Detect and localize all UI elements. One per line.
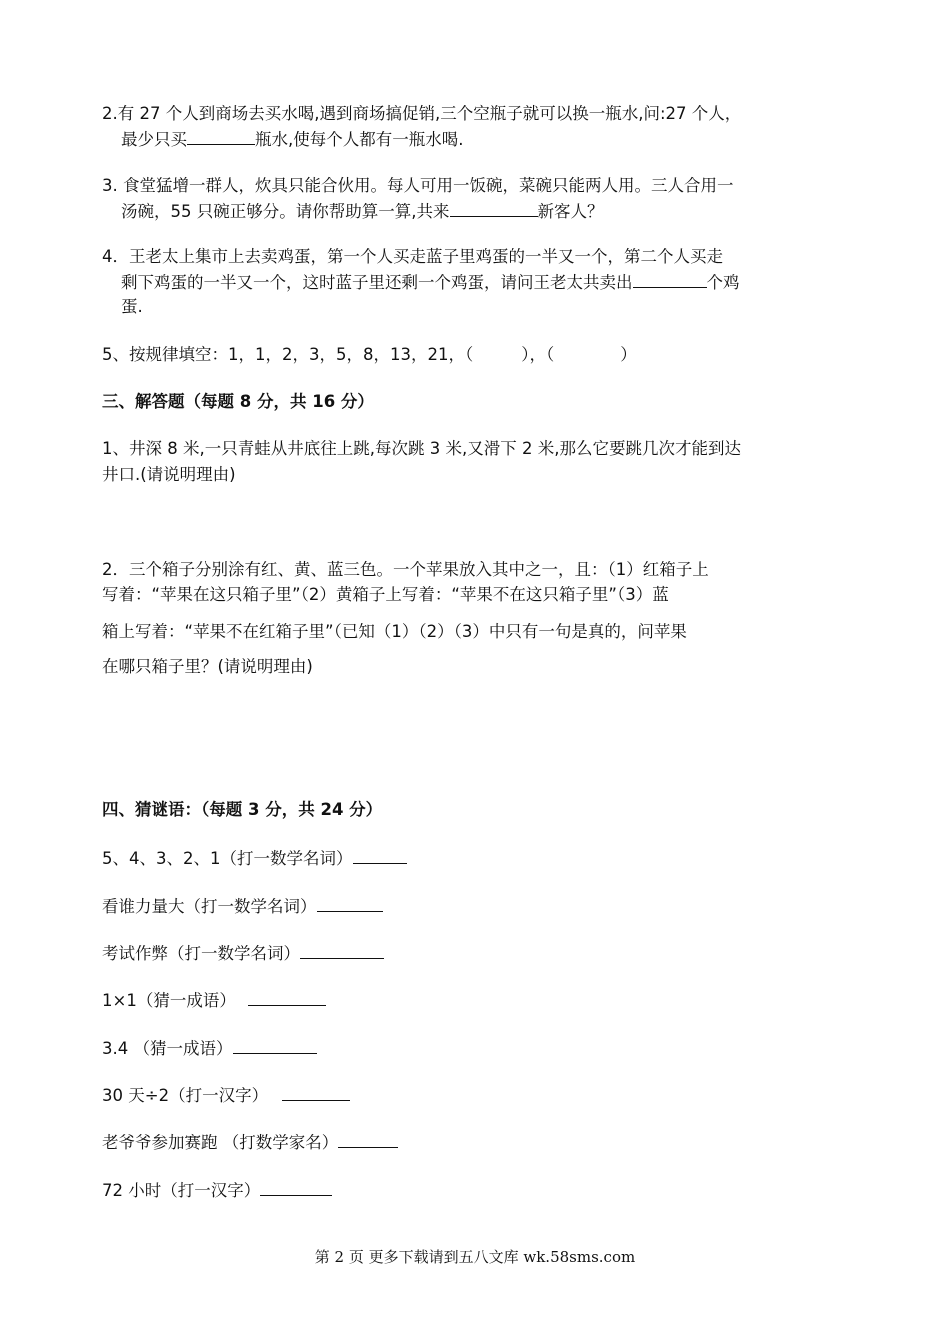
solve-question-1-line-2: 井口.(请说明理由) — [102, 465, 236, 484]
riddle-text: 考试作弊（打一数学名词） — [102, 944, 300, 963]
riddle-item — [102, 1082, 842, 1108]
answer-blank[interactable] — [353, 845, 407, 864]
question-5-mid: ），（ — [521, 345, 555, 364]
riddle-item — [102, 1035, 842, 1061]
question-2-text-a: 最少只买 — [121, 130, 187, 149]
question-3-line-2 — [102, 198, 842, 224]
riddle-text: 72 小时（打一汉字） — [102, 1181, 261, 1200]
question-5 — [102, 343, 842, 367]
answer-blank[interactable] — [260, 1177, 332, 1196]
riddle-text: 30 天÷2（打一汉字） — [102, 1086, 269, 1105]
riddle-item — [102, 987, 842, 1013]
solve-question-2-line-2: 写着：“苹果在这只箱子里”（2）黄箱子上写着：“苹果不在这只箱子里”（3）蓝 — [102, 585, 669, 604]
riddle-item — [102, 845, 842, 871]
answer-blank[interactable] — [187, 126, 255, 145]
question-4-text-b: 个鸡 — [706, 273, 740, 292]
question-3-text-b: 新客人？ — [537, 202, 604, 221]
question-4-line-1: 4．王老太上集市上去卖鸡蛋，第一个人买走蓝子里鸡蛋的一半又一个，第二个人买走 — [102, 247, 723, 266]
riddle-text: 1×1（猜一成语） — [102, 991, 236, 1010]
solve-question-2-line-4: 在哪只箱子里？(请说明理由) — [102, 657, 313, 676]
solve-question-1 — [102, 437, 842, 487]
question-5-end: ） — [620, 345, 637, 364]
riddle-text: 看谁力量大（打一数学名词） — [102, 897, 317, 916]
answer-blank[interactable] — [450, 198, 538, 217]
solve-question-2 — [102, 557, 842, 679]
question-5-line — [102, 343, 842, 367]
solve-question-2-line-1: 2．三个箱子分别涂有红、黄、蓝三色。一个苹果放入其中之一，且：（1）红箱子上 — [102, 560, 709, 579]
question-4 — [102, 245, 842, 319]
answer-blank[interactable] — [282, 1082, 350, 1101]
riddle-item — [102, 1177, 842, 1203]
question-5-text: 5、按规律填空：1，1，2，3，5，8，13，21，（ — [102, 345, 474, 364]
question-2-line-1: 2.有 27 个人到商场去买水喝,遇到商场搞促销,三个空瓶子就可以换一瓶水,问:27 个人， — [102, 104, 742, 123]
section-3-heading: 三、解答题（每题 8 分，共 16 分） — [102, 392, 374, 411]
solve-question-2-line-3: 箱上写着：“苹果不在红箱子里”（已知（1）（2）（3）中只有一句是真的，问苹果 — [102, 622, 687, 641]
riddle-text: 5、4、3、2、1（打一数学名词） — [102, 849, 353, 868]
answer-blank[interactable] — [300, 940, 384, 959]
question-2 — [102, 102, 842, 152]
page-footer: 第 2 页 更多下载请到五八文库 wk.58sms.com — [314, 1248, 636, 1266]
answer-blank[interactable] — [338, 1129, 398, 1148]
question-2-line-2 — [102, 126, 842, 152]
riddle-text: 3.4 （猜一成语） — [102, 1039, 233, 1058]
question-3 — [102, 174, 842, 224]
answer-blank[interactable] — [248, 987, 326, 1006]
question-4-line-2 — [102, 269, 842, 295]
answer-blank[interactable] — [233, 1035, 317, 1054]
section-4-heading: 四、猜谜语：（每题 3 分，共 24 分） — [102, 800, 383, 819]
question-3-text-a: 汤碗，55 只碗正够分。请你帮助算一算,共来 — [121, 202, 450, 221]
question-4-line-3: 蛋. — [121, 297, 143, 316]
riddle-item — [102, 940, 842, 966]
question-3-line-1: 3. 食堂猛增一群人，炊具只能合伙用。每人可用一饭碗，菜碗只能两人用。三人合用一 — [102, 176, 734, 195]
question-4-text-a: 剩下鸡蛋的一半又一个，这时蓝子里还剩一个鸡蛋，请问王老太共卖出 — [121, 273, 633, 292]
answer-blank[interactable] — [633, 269, 707, 288]
solve-question-1-line-1: 1、井深 8 米,一只青蛙从井底往上跳,每次跳 3 米,又滑下 2 米,那么它要跳几次才能到达 — [102, 439, 741, 458]
answer-blank[interactable] — [317, 893, 383, 912]
riddle-text: 老爷爷参加赛跑 （打数学家名） — [102, 1133, 339, 1152]
riddle-item — [102, 893, 842, 919]
question-2-text-b: 瓶水,使每个人都有一瓶水喝. — [255, 130, 464, 149]
riddle-item — [102, 1129, 842, 1155]
